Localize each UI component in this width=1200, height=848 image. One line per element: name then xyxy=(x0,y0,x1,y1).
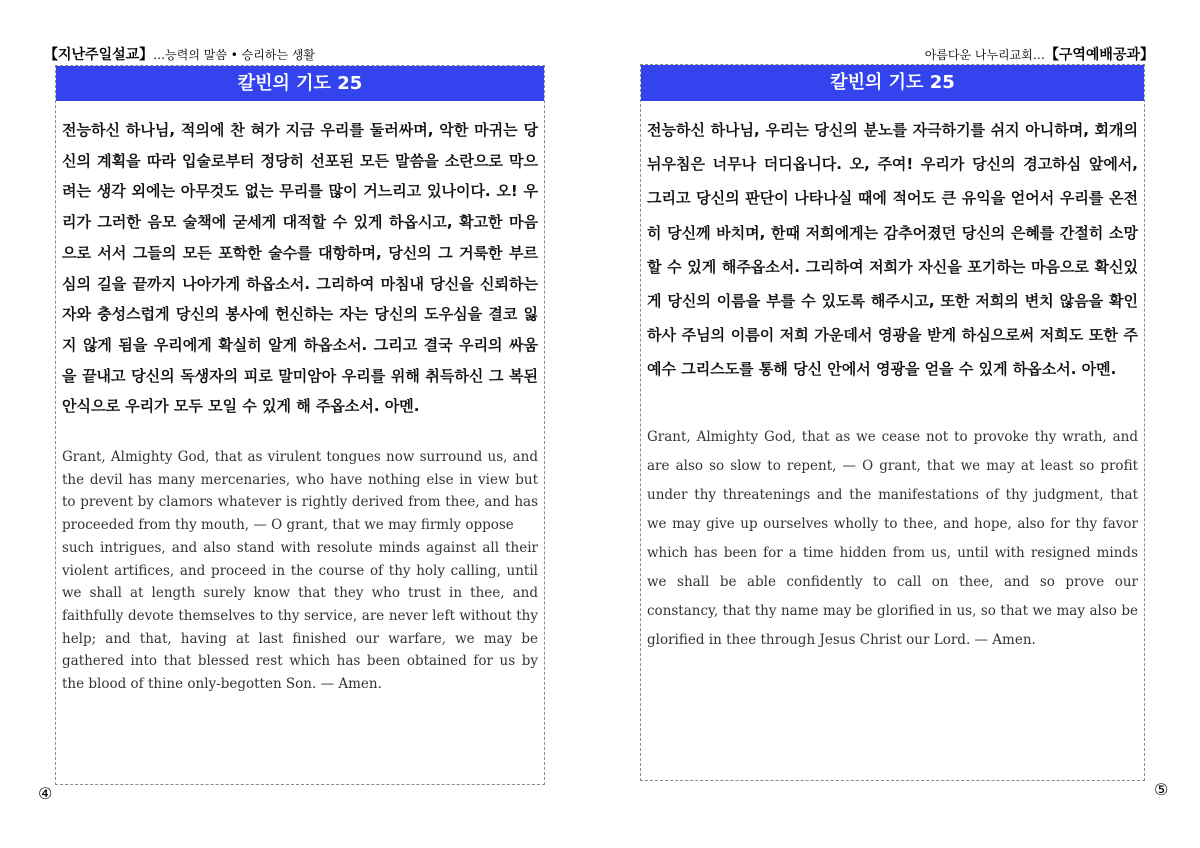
header-left-bracket: 【지난주일설교】 xyxy=(44,47,154,63)
running-header-left xyxy=(44,46,315,64)
right-page-title: 칼빈의 기도 25 xyxy=(641,65,1144,101)
left-english-part1: Grant, Almighty God, that as virulent tongues now surround us, and the devil has many mercenaries, who have nothing else in view but to prevent by clamors whatever is rightly derived from thee, and has proceeded from thy mouth, — O grant, that we may firmly oppose xyxy=(62,449,538,534)
left-page-number: ④ xyxy=(38,784,53,803)
header-left-subtitle: …능력의 말씀 • 승리하는 생활 xyxy=(153,48,316,62)
right-english-prayer: Grant, Almighty God, that as we cease not to provoke thy wrath, and are also so slow to repent, — O grant, that we may at least so profit under thy threatenings and the manifestations of thy judgment, that we may give up ourselves wholly to thee, and hope, also for thy favor which has been for a time hidden from us, until with resigned minds we shall be able confidently to call on thee, and so prove our constancy, that thy name may be glorified in us, so that we may also be glorified in thee through Jesus Christ our Lord. — Amen. xyxy=(647,428,1138,649)
right-page-number: ⑤ xyxy=(1154,780,1169,799)
right-korean-prayer: 전능하신 하나님, 우리는 당신의 분노를 자극하기를 쉬지 아니하며, 회개의 뉘우침은 너무나 더디옵니다. 오, 주여! 우리가 당신의 경고하심 앞에서, 그리고 당신의 판단이 나타나실 때에 적어도 큰 유익을 얻어서 우리를 온전히 당신께 바치며, 한때 저희에게는 감추어졌던 당신의 은혜를 간절히 소망할 수 있게 해주옵소서. 그리하여 저희가 자신을 포기하는 마음으로 확신있게 당신의 이름을 부를 수 있도록 해주시고, 또한 저희의 변치 않음을 확인하사 주님의 이름이 저희 가운데서 영광을 받게 하심으로써 저희도 또한 주 예수 그리스도를 통해 당신 안에서 영광을 얻을 수 있게 하옵소서. 아멘. xyxy=(647,121,1138,379)
left-page-title: 칼빈의 기도 25 xyxy=(56,66,544,101)
right-page-panel xyxy=(640,64,1145,781)
left-english-prayer xyxy=(56,422,544,696)
header-right-subtitle: 아름다운 나누리교회… xyxy=(924,48,1045,62)
left-page-panel xyxy=(55,65,545,785)
running-header-right xyxy=(925,46,1154,64)
left-korean-prayer: 전능하신 하나님, 적의에 찬 혀가 지금 우리를 둘러싸며, 악한 마귀는 당신의 계획을 따라 입술로부터 정당히 선포된 모든 말씀을 소란으로 막으려는 생각 외에는 아무것도 없는 무리를 많이 거느리고 있나이다. 오! 우리가 그러한 음모 술책에 굳세게 대적할 수 있게 하옵시고, 확고한 마음으로 서서 그들의 모든 포학한 술수를 대항하며, 당신의 그 거룩한 부르심의 길을 끝까지 나아가게 하옵소서. 그리하여 마침내 당신을 신뢰하는 자와 충성스럽게 당신의 봉사에 헌신하는 자는 당신의 도우심을 결코 잃지 않게 됨을 우리에게 확실히 알게 하옵소서. 그리고 결국 우리의 싸움을 끝내고 당신의 독생자의 피로 말미암아 우리를 위해 취득하신 그 복된 안식으로 우리가 모두 모일 수 있게 해 주옵소서. 아멘. xyxy=(62,121,538,416)
header-right-bracket: 【구역예배공과】 xyxy=(1044,47,1154,63)
left-english-part2: such intrigues, and also stand with resolute minds against all their violent artifices, and proceed in the course of thy holy calling, until we shall at length surely know that they who trust in thee, and faithfully devote themselves to thy service, are never left without thy help; and that, having at last finished our warfare, we may be gathered into that blessed rest which has been obtained for us by the blood of thine only-begotten Son. — Amen. xyxy=(62,539,538,693)
